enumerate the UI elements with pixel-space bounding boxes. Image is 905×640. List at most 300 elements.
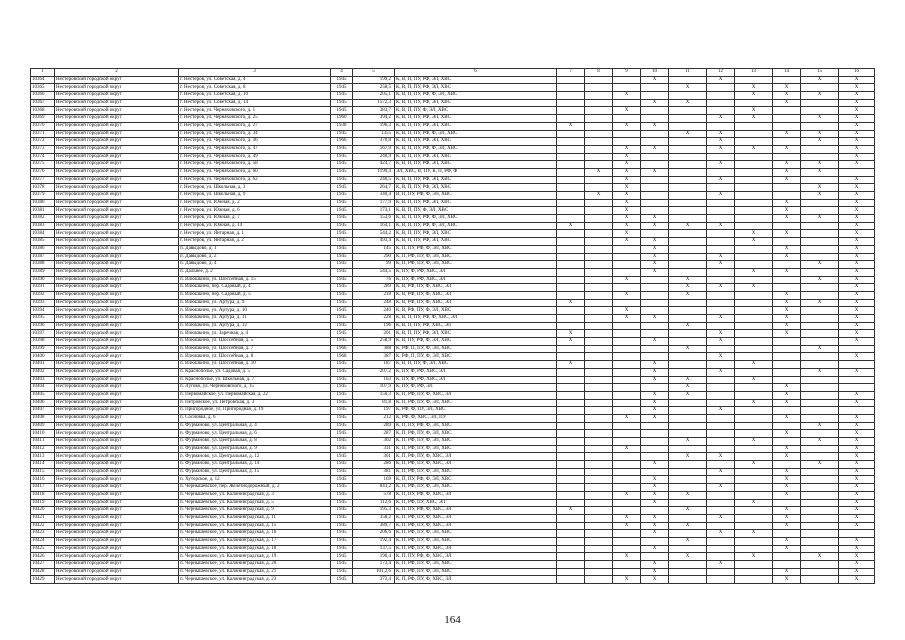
elements-cell: К, В, П, ПУ, РФ, ЭЛ, ХВС: [395, 115, 557, 123]
mark-cell: [585, 107, 613, 115]
mark-cell: [707, 215, 735, 223]
district-cell: Нестеровский городской округ: [55, 484, 179, 492]
area-cell: 190,4: [353, 553, 395, 561]
elements-cell: К, П, РФ, ПУ, Ф, ХВС, ЭЛ: [395, 514, 557, 522]
mark-cell: [707, 307, 735, 315]
row-id-cell: 10413: [31, 453, 55, 461]
address-cell: г. Нестеров, ул. Школьная, д. 9: [179, 192, 331, 200]
row-id-cell: 10412: [31, 445, 55, 453]
mark-cell: Х: [735, 230, 773, 238]
table-row: [31, 445, 875, 453]
mark-cell: [613, 284, 641, 292]
mark-cell: [801, 399, 839, 407]
address-cell: п. Чернышевское, ул. Калининградская, д. 5: [179, 499, 331, 507]
mark-cell: Х: [613, 553, 641, 561]
address-cell: г. Нестеров, ул. Южная, д. 6: [179, 207, 331, 215]
mark-cell: [641, 138, 669, 146]
mark-cell: [613, 399, 641, 407]
mark-cell: [773, 376, 801, 384]
mark-cell: [613, 361, 641, 369]
area-cell: 389,7: [353, 522, 395, 530]
mark-cell: Х: [773, 130, 801, 138]
address-cell: п. Чернышевское, ул. Калининградская, д. 17: [179, 537, 331, 545]
mark-cell: [585, 461, 613, 469]
year-cell: 1945: [331, 407, 353, 415]
mark-cell: [557, 445, 585, 453]
mark-cell: [773, 276, 801, 284]
row-id-cell: 10422: [31, 522, 55, 530]
area-cell: 394,2: [353, 115, 395, 123]
table-row: [31, 376, 875, 384]
table-row: [31, 453, 875, 461]
mark-cell: Х: [801, 276, 839, 284]
address-cell: п. Дальнее, д. 2: [179, 268, 331, 276]
mark-cell: Х: [707, 315, 735, 323]
table-row: [31, 553, 875, 561]
area-cell: 383,7: [353, 107, 395, 115]
mark-cell: Х: [839, 199, 875, 207]
mark-cell: Х: [839, 453, 875, 461]
mark-cell: Х: [585, 192, 613, 200]
mark-cell: Х: [839, 414, 875, 422]
mark-cell: Х: [669, 284, 707, 292]
mark-cell: [735, 414, 773, 422]
mark-cell: [557, 407, 585, 415]
year-cell: 1945: [331, 561, 353, 569]
mark-cell: [735, 130, 773, 138]
mark-cell: [735, 353, 773, 361]
row-id-cell: 10397: [31, 330, 55, 338]
mark-cell: [585, 115, 613, 123]
district-cell: Нестеровский городской округ: [55, 315, 179, 323]
row-id-cell: 10402: [31, 368, 55, 376]
mark-cell: [641, 192, 669, 200]
mark-cell: [801, 176, 839, 184]
address-cell: п. Чернышевское, ул. Калининградская, д. 11: [179, 514, 331, 522]
mark-cell: [707, 107, 735, 115]
mark-cell: Х: [557, 507, 585, 515]
table-row: [31, 268, 875, 276]
table-row: [31, 230, 875, 238]
area-cell: 205,1: [353, 92, 395, 100]
row-id-cell: 10424: [31, 537, 55, 545]
mark-cell: [669, 315, 707, 323]
address-cell: п. Чернышевское, ул. Калининградская, д. 18: [179, 545, 331, 553]
table-row: [31, 238, 875, 246]
mark-cell: Х: [839, 92, 875, 100]
mark-cell: Х: [839, 537, 875, 545]
mark-cell: [557, 522, 585, 530]
area-cell: 331: [353, 445, 395, 453]
area-cell: 289: [353, 422, 395, 430]
row-id-cell: 10379: [31, 192, 55, 200]
district-cell: Нестеровский городской округ: [55, 245, 179, 253]
mark-cell: Х: [839, 107, 875, 115]
mark-cell: Х: [801, 130, 839, 138]
mark-cell: [801, 514, 839, 522]
mark-cell: Х: [773, 299, 801, 307]
table-row: [31, 361, 875, 369]
mark-cell: [801, 230, 839, 238]
mark-cell: [557, 530, 585, 538]
address-cell: г. Нестеров, ул. Советская, д. 10: [179, 92, 331, 100]
mark-cell: Х: [773, 430, 801, 438]
district-cell: Нестеровский городской округ: [55, 576, 179, 584]
row-id-cell: 10394: [31, 307, 55, 315]
address-cell: п. Чернышевское, ул. Калининградская, д. 23: [179, 576, 331, 584]
mark-cell: [707, 276, 735, 284]
mark-cell: Х: [707, 130, 735, 138]
elements-cell: К, В, П, ПУ, РФ, Ф, ЭЛ, ХВС: [395, 92, 557, 100]
mark-cell: Х: [773, 268, 801, 276]
district-cell: Нестеровский городской округ: [55, 376, 179, 384]
mark-cell: Х: [641, 222, 669, 230]
elements-cell: К, В, П, ПУ, РФ, ЭЛ, ХВС: [395, 99, 557, 107]
column-header: 3: [179, 69, 331, 77]
mark-cell: [585, 76, 613, 84]
mark-cell: [707, 245, 735, 253]
year-cell: 1945: [331, 484, 353, 492]
elements-cell: К, П, РФ, ПУ, Ф, ХВС, ЭЛ: [395, 461, 557, 469]
address-cell: п. Фурманово, ул. Центральная, д. 12: [179, 453, 331, 461]
mark-cell: Х: [707, 514, 735, 522]
mark-cell: Х: [707, 222, 735, 230]
mark-cell: Х: [613, 176, 641, 184]
mark-cell: Х: [839, 122, 875, 130]
mark-cell: [557, 245, 585, 253]
mark-cell: [707, 461, 735, 469]
mark-cell: [707, 491, 735, 499]
mark-cell: [641, 384, 669, 392]
row-id-cell: 10378: [31, 184, 55, 192]
mark-cell: [585, 522, 613, 530]
address-cell: п. Фурманово, ул. Центральная, д. 14: [179, 461, 331, 469]
address-cell: п. Чернышевское, ул. Калининградская, д. 21: [179, 568, 331, 576]
mark-cell: [557, 453, 585, 461]
mark-cell: [613, 422, 641, 430]
mark-cell: [585, 422, 613, 430]
mark-cell: [585, 368, 613, 376]
mark-cell: [585, 438, 613, 446]
elements-cell: К, П, РФ, ПУ, Ф, ЭЛ, ХВС: [395, 261, 557, 269]
mark-cell: Х: [613, 291, 641, 299]
mark-cell: Х: [641, 361, 669, 369]
table-row: [31, 253, 875, 261]
row-id-cell: 10428: [31, 568, 55, 576]
mark-cell: [557, 468, 585, 476]
mark-cell: Х: [641, 168, 669, 176]
table-row: [31, 368, 875, 376]
mark-cell: [735, 507, 773, 515]
mark-cell: Х: [839, 514, 875, 522]
mark-cell: [585, 561, 613, 569]
mark-cell: [773, 192, 801, 200]
mark-cell: [773, 499, 801, 507]
table-row: [31, 76, 875, 84]
mark-cell: [641, 230, 669, 238]
mark-cell: [735, 445, 773, 453]
mark-cell: Х: [839, 468, 875, 476]
mark-cell: [585, 407, 613, 415]
mark-cell: Х: [735, 145, 773, 153]
mark-cell: Х: [773, 207, 801, 215]
mark-cell: Х: [801, 553, 839, 561]
mark-cell: [839, 384, 875, 392]
mark-cell: Х: [707, 368, 735, 376]
area-cell: 197: [353, 407, 395, 415]
mark-cell: [585, 376, 613, 384]
elements-cell: К, П, РФ, ПУ, Ф, ЭЛ, ХВС: [395, 430, 557, 438]
mark-cell: Х: [613, 307, 641, 315]
mark-cell: Х: [613, 168, 641, 176]
mark-cell: Х: [773, 330, 801, 338]
mark-cell: [707, 422, 735, 430]
district-cell: Нестеровский городской округ: [55, 361, 179, 369]
district-cell: Нестеровский городской округ: [55, 184, 179, 192]
mark-cell: [641, 422, 669, 430]
mark-cell: [669, 368, 707, 376]
address-cell: п. Чернышевское, ул. Калининградская, д. 9: [179, 507, 331, 515]
table-row: [31, 461, 875, 469]
row-id-cell: 10411: [31, 438, 55, 446]
mark-cell: [613, 261, 641, 269]
mark-cell: [585, 330, 613, 338]
year-cell: 1945: [331, 376, 353, 384]
mark-cell: [735, 468, 773, 476]
mark-cell: Х: [839, 238, 875, 246]
address-cell: г. Нестеров, ул. Советская, д. 14: [179, 99, 331, 107]
column-header: 12: [707, 69, 735, 77]
address-cell: п. Чернышевское, ул. Калининградская, д. 20: [179, 561, 331, 569]
mark-cell: Х: [707, 253, 735, 261]
row-id-cell: 10364: [31, 76, 55, 84]
mark-cell: [585, 130, 613, 138]
mark-cell: Х: [641, 268, 669, 276]
district-cell: Нестеровский городской округ: [55, 430, 179, 438]
year-cell: 1945: [331, 491, 353, 499]
mark-cell: Х: [801, 461, 839, 469]
mark-cell: Х: [773, 537, 801, 545]
mark-cell: Х: [613, 238, 641, 246]
mark-cell: [801, 468, 839, 476]
mark-cell: [613, 430, 641, 438]
mark-cell: [641, 92, 669, 100]
mark-cell: [707, 568, 735, 576]
row-id-cell: 10389: [31, 268, 55, 276]
mark-cell: [735, 138, 773, 146]
elements-cell: К, ПУ, Ф, РФ, ХВС, ЭЛ: [395, 376, 557, 384]
mark-cell: [707, 268, 735, 276]
mark-cell: Х: [641, 399, 669, 407]
mark-cell: Х: [801, 184, 839, 192]
table-row: [31, 245, 875, 253]
mark-cell: Х: [801, 261, 839, 269]
year-cell: 1945: [331, 99, 353, 107]
mark-cell: [669, 122, 707, 130]
elements-cell: К, В, П, ПУ, Ф, ЭЛ, ХВС: [395, 207, 557, 215]
mark-cell: [669, 153, 707, 161]
mark-cell: Х: [773, 414, 801, 422]
mark-cell: Х: [839, 422, 875, 430]
mark-cell: [707, 499, 735, 507]
row-id-cell: 10396: [31, 322, 55, 330]
mark-cell: Х: [801, 161, 839, 169]
district-cell: Нестеровский городской округ: [55, 399, 179, 407]
mark-cell: [839, 530, 875, 538]
area-cell: 206,6: [353, 530, 395, 538]
address-cell: п. Илюшкино, ул. Артура, д. 12: [179, 322, 331, 330]
mark-cell: Х: [839, 130, 875, 138]
mark-cell: [735, 215, 773, 223]
year-cell: 1945: [331, 222, 353, 230]
mark-cell: Х: [801, 438, 839, 446]
mark-cell: [557, 107, 585, 115]
mark-cell: [613, 338, 641, 346]
mark-cell: [839, 407, 875, 415]
mark-cell: [557, 284, 585, 292]
year-cell: 1945: [331, 430, 353, 438]
mark-cell: [557, 291, 585, 299]
address-cell: п. Давыдово, д. 1: [179, 245, 331, 253]
mark-cell: [585, 453, 613, 461]
mark-cell: [613, 368, 641, 376]
mark-cell: [585, 153, 613, 161]
row-id-cell: 10368: [31, 107, 55, 115]
table-row: [31, 468, 875, 476]
address-cell: п. Пригородное, ул. Пригородная, д. 19: [179, 407, 331, 415]
table-row: [31, 215, 875, 223]
mark-cell: Х: [669, 537, 707, 545]
address-cell: п. Фурманово, ул. Центральная, д. 9: [179, 445, 331, 453]
district-cell: Нестеровский городской округ: [55, 368, 179, 376]
mark-cell: [707, 230, 735, 238]
mark-cell: [613, 115, 641, 123]
mark-cell: [735, 453, 773, 461]
mark-cell: Х: [801, 368, 839, 376]
table-row: [31, 537, 875, 545]
mark-cell: [557, 192, 585, 200]
year-cell: 1945: [331, 107, 353, 115]
mark-cell: [613, 245, 641, 253]
district-cell: Нестеровский городской округ: [55, 192, 179, 200]
mark-cell: Х: [707, 138, 735, 146]
mark-cell: Х: [773, 491, 801, 499]
mark-cell: [773, 422, 801, 430]
mark-cell: Х: [735, 461, 773, 469]
mark-cell: Х: [839, 115, 875, 123]
mark-cell: [669, 430, 707, 438]
mark-cell: [585, 138, 613, 146]
mark-cell: Х: [641, 245, 669, 253]
area-cell: 370,8: [353, 138, 395, 146]
district-cell: Нестеровский городской округ: [55, 391, 179, 399]
mark-cell: Х: [839, 245, 875, 253]
mark-cell: Х: [641, 499, 669, 507]
address-cell: п. Первомайское, ул. Первомайская, д. 22: [179, 391, 331, 399]
year-cell: 1945: [331, 445, 353, 453]
mark-cell: [707, 553, 735, 561]
mark-cell: [613, 299, 641, 307]
mark-cell: Х: [839, 176, 875, 184]
elements-cell: К, П, РФ, ПУ, Ф, ЭЛ, ХВС: [395, 537, 557, 545]
mark-cell: [641, 299, 669, 307]
row-id-cell: 10375: [31, 161, 55, 169]
mark-cell: Х: [839, 207, 875, 215]
district-cell: Нестеровский городской округ: [55, 491, 179, 499]
year-cell: 1945: [331, 522, 353, 530]
mark-cell: Х: [839, 322, 875, 330]
row-id-cell: 10374: [31, 153, 55, 161]
mark-cell: [735, 153, 773, 161]
mark-cell: Х: [613, 161, 641, 169]
mark-cell: Х: [839, 484, 875, 492]
mark-cell: Х: [707, 353, 735, 361]
mark-cell: [585, 322, 613, 330]
mark-cell: [669, 361, 707, 369]
mark-cell: [585, 399, 613, 407]
mark-cell: Х: [557, 330, 585, 338]
mark-cell: [585, 507, 613, 515]
mark-cell: [557, 499, 585, 507]
mark-cell: [773, 222, 801, 230]
mark-cell: Х: [669, 376, 707, 384]
mark-cell: [707, 153, 735, 161]
mark-cell: Х: [641, 376, 669, 384]
mark-cell: Х: [839, 353, 875, 361]
mark-cell: Х: [839, 230, 875, 238]
address-cell: г. Нестеров, ул. Янтарная, д. 1: [179, 230, 331, 238]
mark-cell: [669, 576, 707, 584]
mark-cell: [641, 468, 669, 476]
mark-cell: Х: [707, 330, 735, 338]
year-cell: 1966: [331, 345, 353, 353]
mark-cell: Х: [669, 345, 707, 353]
address-cell: п. Чернышевское, ул. Калининградская, д. 3: [179, 491, 331, 499]
mark-cell: [735, 522, 773, 530]
mark-cell: [585, 307, 613, 315]
year-cell: 1945: [331, 284, 353, 292]
mark-cell: [585, 253, 613, 261]
mark-cell: [613, 138, 641, 146]
mark-cell: Х: [773, 145, 801, 153]
mark-cell: Х: [641, 484, 669, 492]
district-cell: Нестеровский городской округ: [55, 530, 179, 538]
mark-cell: [735, 568, 773, 576]
mark-cell: [735, 207, 773, 215]
mark-cell: Х: [773, 230, 801, 238]
mark-cell: [801, 561, 839, 569]
table-row: [31, 414, 875, 422]
address-cell: п. Илюшкино, ул. Шоссейная, д. 8: [179, 353, 331, 361]
mark-cell: [669, 245, 707, 253]
mark-cell: [557, 153, 585, 161]
mark-cell: [641, 153, 669, 161]
row-id-cell: 10409: [31, 422, 55, 430]
mark-cell: [801, 284, 839, 292]
mark-cell: [613, 99, 641, 107]
table-row: [31, 514, 875, 522]
mark-cell: Х: [839, 507, 875, 515]
mark-cell: [557, 161, 585, 169]
mark-cell: [801, 222, 839, 230]
mark-cell: Х: [669, 507, 707, 515]
mark-cell: [801, 245, 839, 253]
mark-cell: [585, 176, 613, 184]
row-id-cell: 10404: [31, 384, 55, 392]
mark-cell: [669, 253, 707, 261]
year-cell: 1945: [331, 168, 353, 176]
mark-cell: Х: [669, 130, 707, 138]
